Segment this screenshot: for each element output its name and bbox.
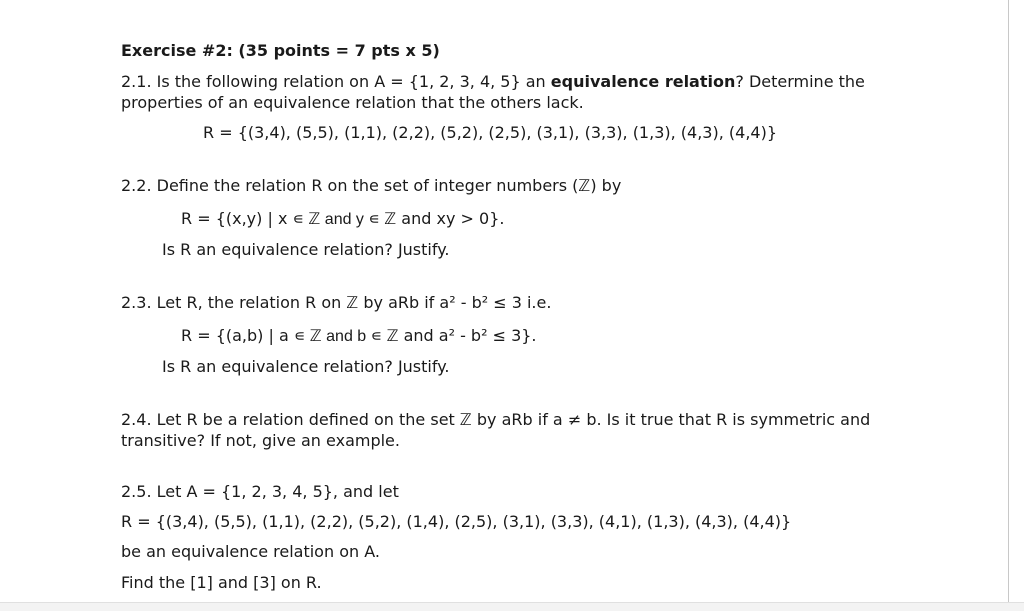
exercise-2-2-relation-part-a: R = {(x,y) | x [181, 209, 293, 228]
exercise-2-1-relation: R = {(3,4), (5,5), (1,1), (2,2), (5,2), (2,5), (3,1), (3,3), (1,3), (4,3), (4,4)} [203, 123, 777, 142]
equivalence-relation-emphasis: equivalence relation [550, 72, 736, 91]
exercise-2-5-line2: be an equivalence relation on A. [121, 542, 380, 561]
exercise-2-1-intro-tail: ? Determine the [735, 72, 865, 91]
exercise-2-5-relation: R = {(3,4), (5,5), (1,1), (2,2), (5,2), (1,4), (2,5), (3,1), (3,3), (4,1), (1,3), (4,3), (4,4)} [121, 512, 792, 531]
exercise-2-4-line1: 2.4. Let R be a relation defined on the set ℤ by aRb if a ≠ b. Is it true that R is symmetric and [121, 410, 871, 429]
exercise-2-2-intro: 2.2. Define the relation R on the set of integer numbers (ℤ) by [121, 176, 622, 195]
exercise-2-3-relation-part-b: ∊ ℤ and b ∊ ℤ [293, 328, 399, 345]
exercise-2-1-intro-text: 2.1. Is the following relation on A = {1, 2, 3, 4, 5} an [121, 72, 551, 91]
exercise-2-2-relation [181, 209, 504, 230]
exercise-2-4-line2: transitive? If not, give an example. [121, 431, 400, 450]
exercise-title: Exercise #2: (35 points = 7 pts x 5) [121, 41, 440, 60]
exercise-2-5-question: Find the [1] and [3] on R. [121, 573, 322, 592]
exercise-2-5-intro: 2.5. Let A = {1, 2, 3, 4, 5}, and let [121, 482, 399, 501]
exercise-2-2-question: Is R an equivalence relation? Justify. [162, 240, 450, 259]
exercise-2-3-relation-part-c: and a² - b² ≤ 3}. [398, 326, 537, 345]
exercise-2-3-relation-part-a: R = {(a,b) | a [181, 326, 294, 345]
exercise-2-3-relation [181, 326, 537, 347]
exercise-2-3-question: Is R an equivalence relation? Justify. [162, 357, 450, 376]
exercise-2-2-relation-part-b: ∊ ℤ and y ∊ ℤ [292, 211, 397, 228]
exercise-2-3-intro: 2.3. Let R, the relation R on ℤ by aRb if a² - b² ≤ 3 i.e. [121, 293, 552, 312]
exercise-2-1-intro [121, 72, 865, 92]
exercise-2-2-relation-part-c: and xy > 0}. [396, 209, 505, 228]
exercise-2-1-line2: properties of an equivalence relation that the others lack. [121, 93, 584, 112]
